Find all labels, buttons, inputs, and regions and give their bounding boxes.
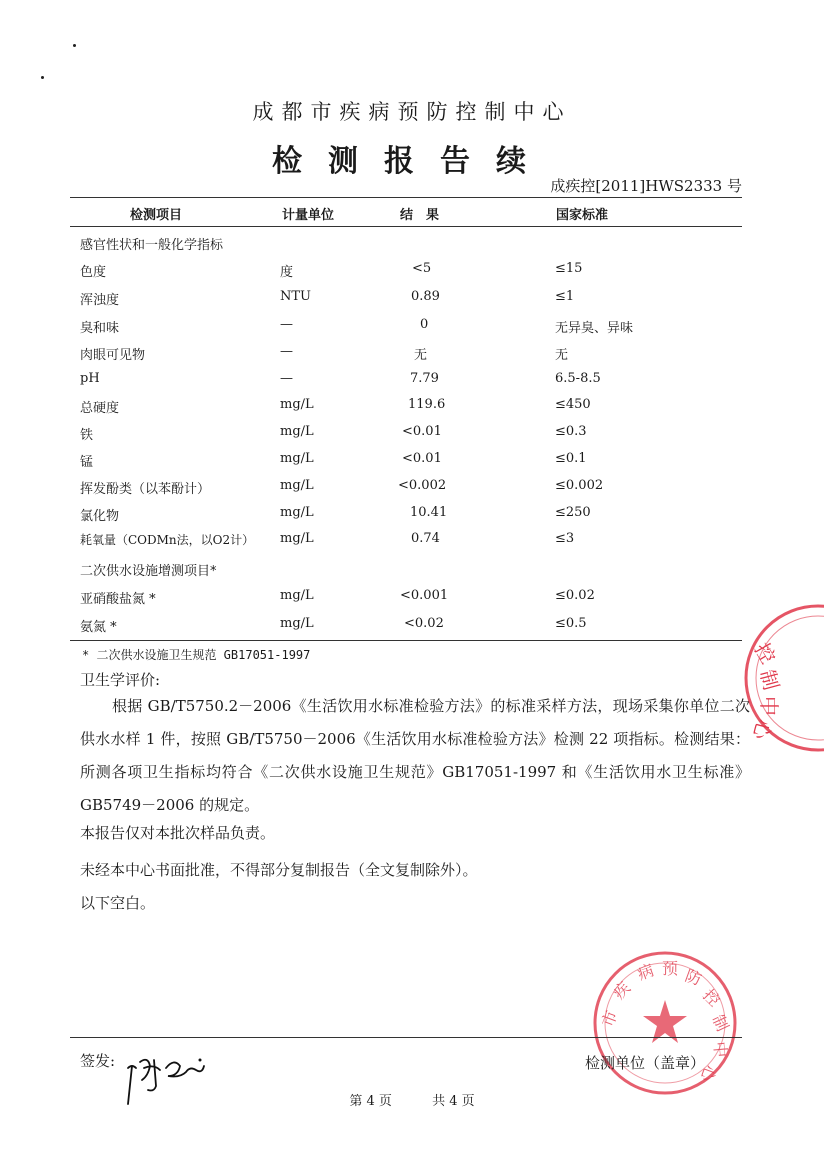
table-row xyxy=(0,424,824,446)
row-standard: ≤0.3 xyxy=(555,424,587,439)
row-result: <5 xyxy=(412,261,432,276)
table-row xyxy=(0,505,824,527)
table-row xyxy=(0,478,824,500)
official-seal-stamp xyxy=(590,948,740,1098)
table-row xyxy=(0,451,824,473)
row-unit: — xyxy=(280,317,293,332)
row-result: <0.01 xyxy=(402,424,442,439)
row-unit: mg/L xyxy=(280,588,314,603)
row-unit: mg/L xyxy=(280,397,314,412)
row-unit: — xyxy=(280,371,293,386)
row-result: 0.89 xyxy=(411,289,440,304)
row-standard: ≤450 xyxy=(555,397,591,412)
table-row xyxy=(0,397,824,419)
row-result: <0.002 xyxy=(398,478,447,493)
evaluation-scope-note: 本报告仅对本批次样品负责。 xyxy=(80,824,276,842)
row-unit: — xyxy=(280,344,293,359)
row-standard: ≤15 xyxy=(555,261,583,276)
col-header-result: 结 果 xyxy=(400,208,440,223)
col-header-unit: 计量单位 xyxy=(282,208,335,223)
scan-speck xyxy=(73,44,76,47)
row-standard: ≤3 xyxy=(555,531,575,546)
svg-text:心: 心 xyxy=(747,716,777,743)
svg-text:控: 控 xyxy=(749,638,781,668)
evaluation-copy-note: 未经本中心书面批准，不得部分复制报告（全文复制除外）。 xyxy=(80,861,478,879)
row-result: 10.41 xyxy=(410,505,448,520)
svg-text:制: 制 xyxy=(755,667,784,693)
row-standard: ≤0.1 xyxy=(555,451,587,466)
evaluation-blank-note: 以下空白。 xyxy=(80,894,156,912)
row-result: 7.79 xyxy=(410,371,439,386)
page-indicator xyxy=(0,1090,824,1109)
report-number: 成疾控[2011]HWS2333 号 xyxy=(550,177,742,195)
row-item: 亚硝酸盐氮 * xyxy=(80,592,156,607)
svg-text:市: 市 xyxy=(597,1007,622,1030)
row-standard: 6.5-8.5 xyxy=(555,371,601,386)
row-item: 总硬度 xyxy=(80,401,120,416)
table-row xyxy=(0,616,824,638)
table-row xyxy=(0,531,824,553)
svg-text:防: 防 xyxy=(682,965,705,990)
row-item: 臭和味 xyxy=(80,321,120,336)
row-result: 119.6 xyxy=(408,397,446,412)
evaluation-heading: 卫生学评价: xyxy=(80,671,161,689)
page-current: 第 4 页 xyxy=(349,1094,392,1109)
document-title: 检测报告续 xyxy=(272,144,552,179)
row-unit: mg/L xyxy=(280,478,314,493)
row-item: 耗氧量（CODMn法，以O2计） xyxy=(80,533,255,547)
partial-seal-stamp xyxy=(728,600,824,760)
row-item: 挥发酚类（以苯酚计） xyxy=(80,482,211,497)
row-unit: 度 xyxy=(280,265,294,280)
section-title-secondary-supply: 二次供水设施增测项目* xyxy=(80,564,217,579)
table-top-rule xyxy=(70,197,742,198)
row-item: 肉眼可见物 xyxy=(80,348,146,363)
row-item: 氨氮 * xyxy=(80,620,117,635)
organization-name: 成都市疾病预防控制中心 xyxy=(252,100,572,124)
row-standard: ≤250 xyxy=(555,505,591,520)
inspection-unit-seal-label: 检测单位（盖章） xyxy=(585,1054,706,1072)
page-total: 共 4 页 xyxy=(432,1094,475,1109)
row-unit: mg/L xyxy=(280,505,314,520)
row-item: 氯化物 xyxy=(80,509,120,524)
row-result: <0.001 xyxy=(400,588,449,603)
row-result: 无 xyxy=(414,348,428,363)
row-unit: mg/L xyxy=(280,616,314,631)
svg-text:预: 预 xyxy=(662,959,679,978)
col-header-standard: 国家标准 xyxy=(556,208,609,223)
svg-text:制: 制 xyxy=(708,1011,733,1035)
section-title-general: 感官性状和一般化学指标 xyxy=(80,238,224,253)
row-standard: ≤0.02 xyxy=(555,588,595,603)
row-item: 色度 xyxy=(80,265,107,280)
svg-text:病: 病 xyxy=(634,960,657,984)
row-standard: ≤1 xyxy=(555,289,575,304)
row-unit: mg/L xyxy=(280,424,314,439)
col-header-item: 检测项目 xyxy=(130,208,183,223)
table-row xyxy=(0,289,824,311)
table-row xyxy=(0,371,824,393)
svg-text:疾: 疾 xyxy=(609,978,635,1003)
table-bottom-rule xyxy=(70,640,742,641)
signer-label: 签发: xyxy=(80,1052,116,1070)
evaluation-paragraph: 根据 GB/T5750.2－2006《生活饮用水标准检验方法》的标准采样方法，现场采集你单位二次供水水样 1 件，按照 GB/T5750－2006《生活饮用水标准检验方法》检测 22 项指标。检测结果：所测各项卫生指标均符合《二次供水设施卫生规范》GB17051-1997 和《生活饮用水卫生标准》GB5749－2006 的规定。 xyxy=(80,697,750,814)
row-result: 0 xyxy=(420,317,429,332)
svg-text:控: 控 xyxy=(699,985,724,1011)
table-header-rule xyxy=(70,226,742,227)
footer-rule xyxy=(70,1037,742,1038)
row-standard: 无 xyxy=(555,348,569,363)
row-unit: mg/L xyxy=(280,451,314,466)
row-item: 浑浊度 xyxy=(80,293,120,308)
table-footnote: * 二次供水设施卫生规范 GB17051-1997 xyxy=(82,648,311,662)
row-standard: 无异臭、异味 xyxy=(555,321,634,336)
row-result: <0.01 xyxy=(402,451,442,466)
table-row xyxy=(0,317,824,339)
svg-text:心: 心 xyxy=(696,1062,721,1085)
svg-text:中: 中 xyxy=(757,696,781,716)
row-item: 锰 xyxy=(80,455,94,470)
row-item: 铁 xyxy=(80,428,94,443)
row-standard: ≤0.5 xyxy=(555,616,587,631)
table-row xyxy=(0,588,824,610)
row-item: pH xyxy=(80,371,100,386)
table-row xyxy=(0,344,824,366)
svg-text:中: 中 xyxy=(710,1040,731,1059)
scan-speck xyxy=(41,76,44,79)
row-result: <0.02 xyxy=(404,616,444,631)
row-unit: mg/L xyxy=(280,531,314,546)
row-unit: NTU xyxy=(280,289,312,304)
row-standard: ≤0.002 xyxy=(555,478,604,493)
row-result: 0.74 xyxy=(411,531,440,546)
table-row xyxy=(0,261,824,283)
